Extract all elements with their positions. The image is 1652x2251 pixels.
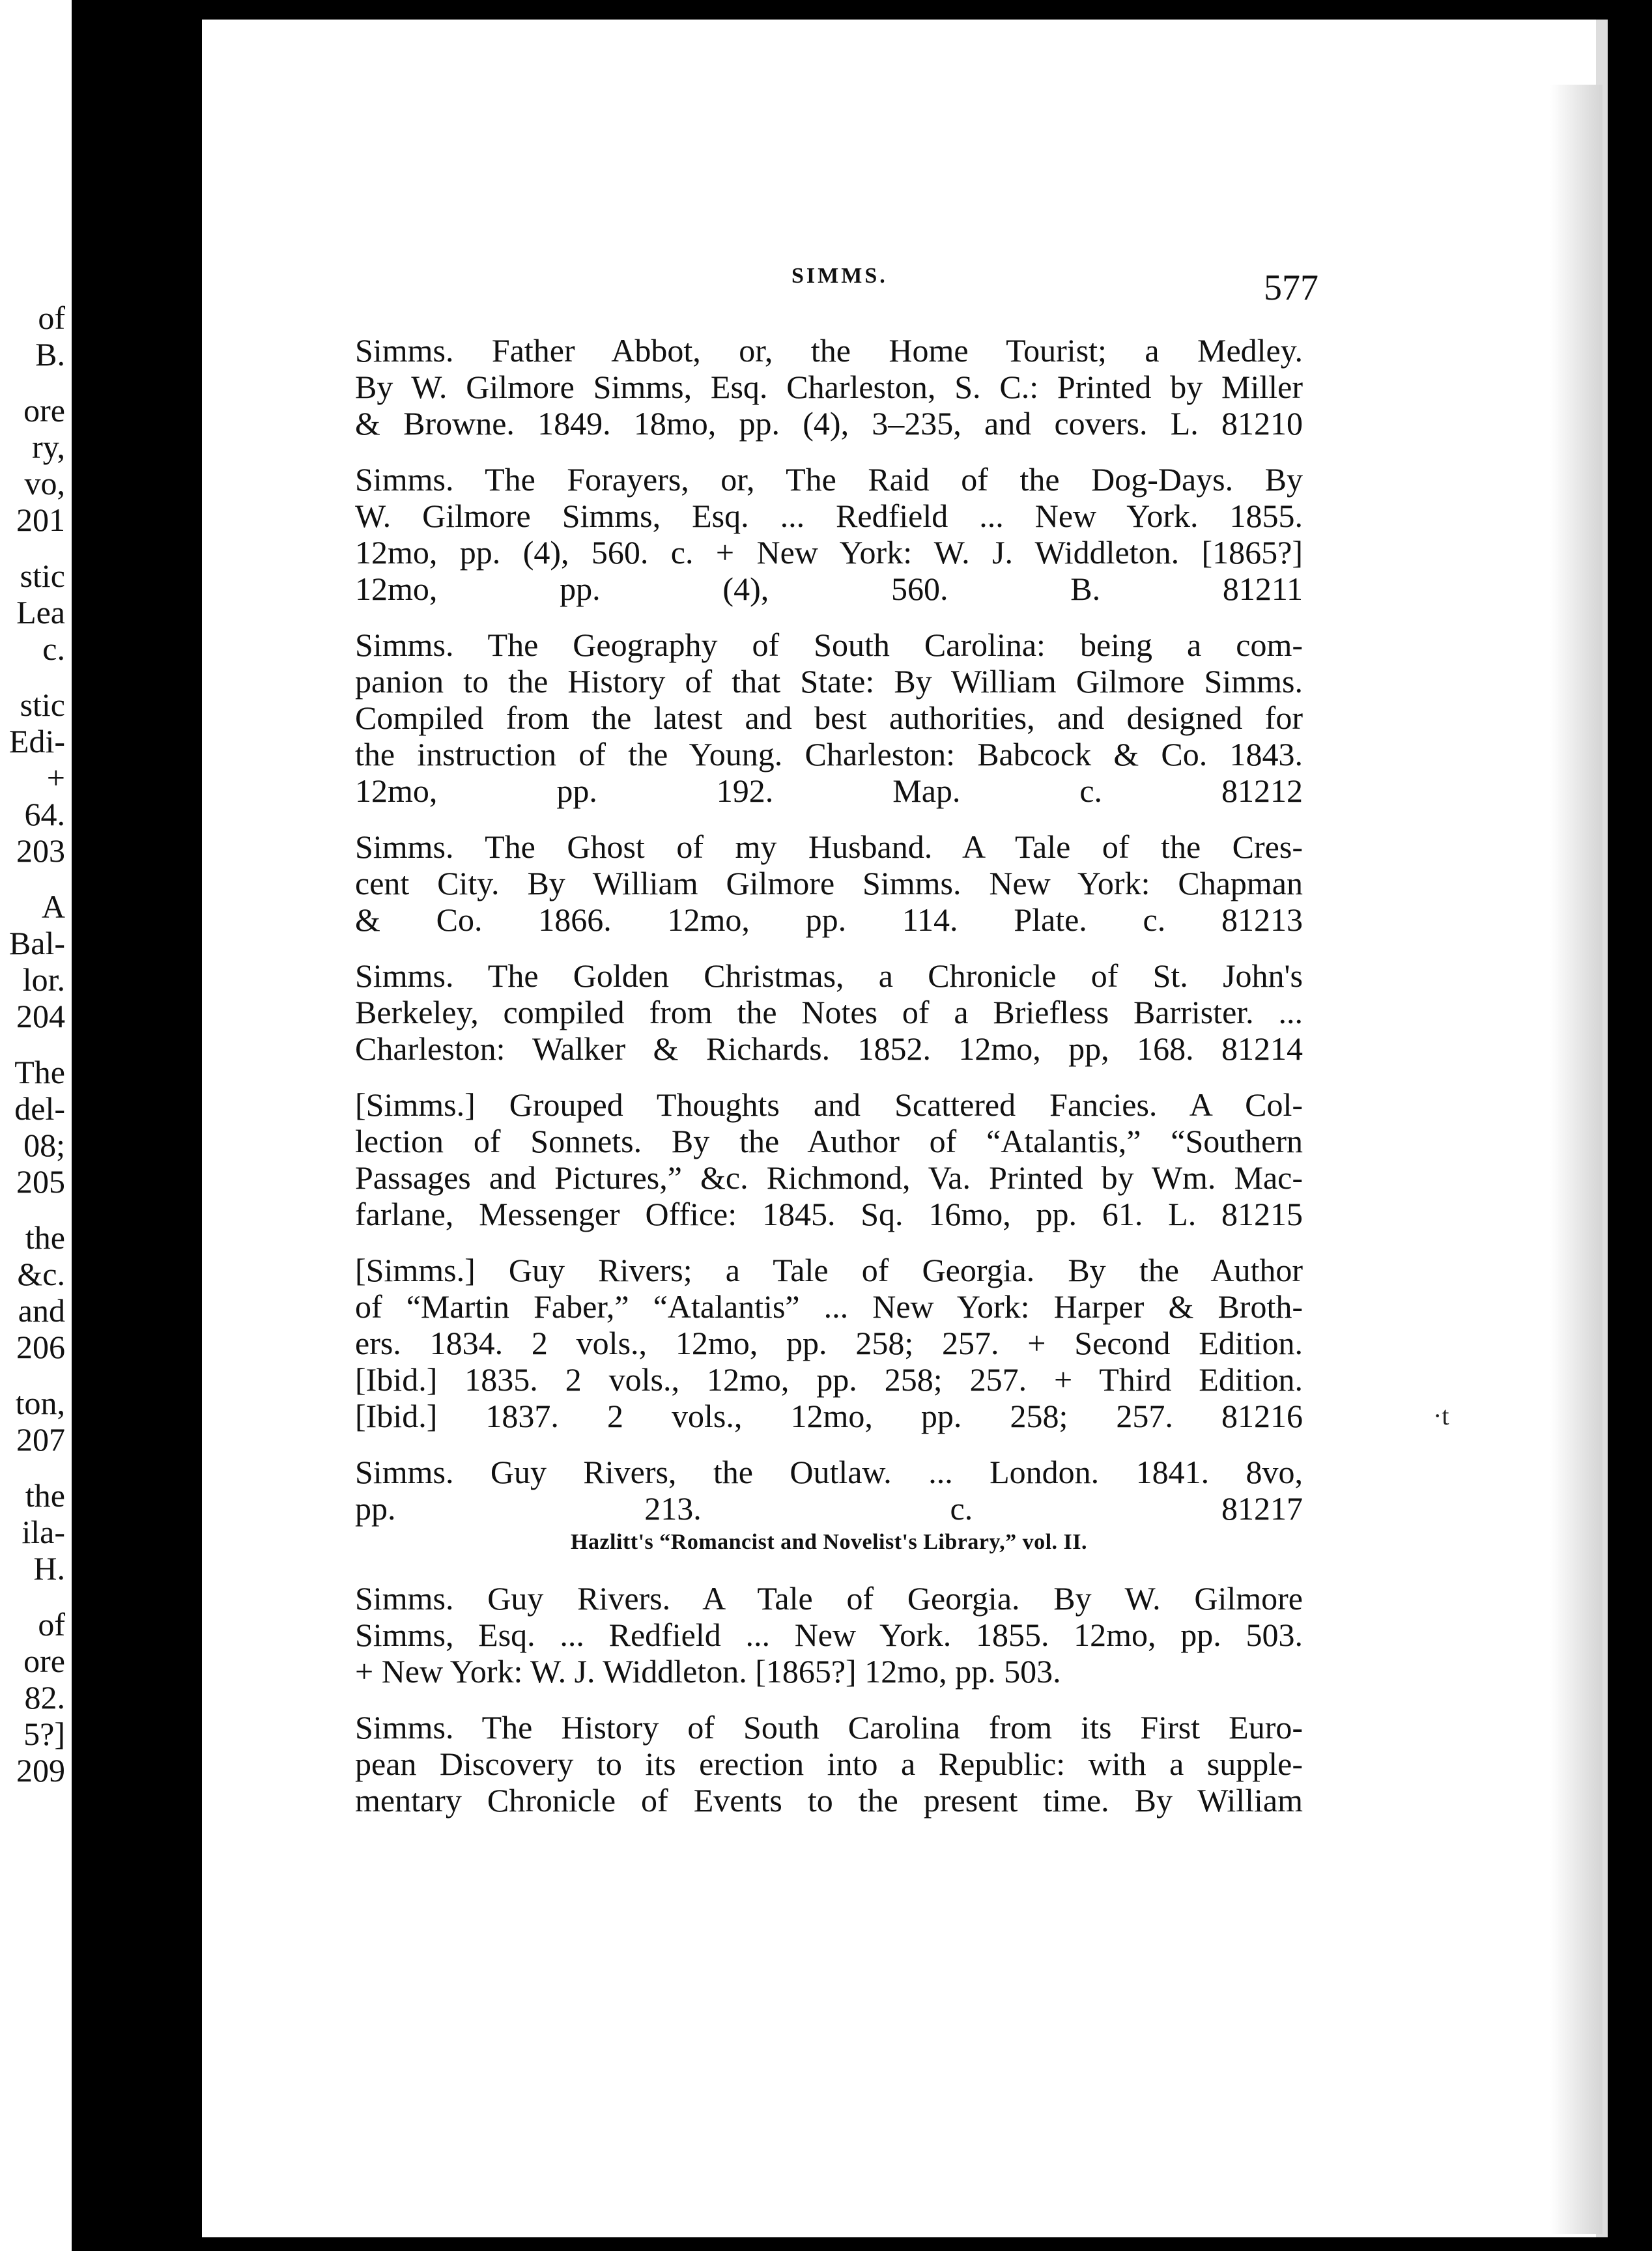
running-head: SIMMS. [791, 264, 888, 288]
entry-81210 [355, 332, 1303, 442]
left-edge-line: stic [20, 558, 65, 594]
entry-line: [Ibid.] 1837. 2 vols., 12mo, pp. 258; 257. 81216 [355, 1398, 1303, 1434]
entry-line: Simms. The Forayers, or, The Raid of the Dog-Days. By [355, 461, 1303, 498]
left-edge-line: del- [14, 1090, 65, 1127]
left-edge-line: Lea [16, 594, 65, 630]
entry-81211 [355, 461, 1303, 607]
entry-line: Passages and Pictures,” &c. Richmond, Va. Printed by Wm. Mac- [355, 1159, 1303, 1196]
entry-line: 12mo, pp. (4), 560. c. + New York: W. J. Widdleton. [1865?] [355, 534, 1303, 571]
left-edge-line [0, 667, 65, 687]
entry-81217 [355, 1454, 1303, 1561]
left-edge-line: H. [33, 1550, 65, 1587]
entry-line: W. Gilmore Simms, Esq. ... Redfield ... New York. 1855. [355, 498, 1303, 534]
left-edge-line [0, 1365, 65, 1385]
left-edge-line [0, 1200, 65, 1219]
entry-line: & Browne. 1849. 18mo, pp. (4), 3–235, and covers. L. 81210 [355, 405, 1303, 442]
left-edge-line: 203 [16, 832, 65, 869]
entry-line: Simms, Esq. ... Redfield ... New York. 1855. 12mo, pp. 503. [355, 1617, 1303, 1653]
entry-line: 12mo, pp. (4), 560. B. 81211 [355, 571, 1303, 607]
left-edge-line: of [38, 300, 65, 336]
left-edge-line: ore [23, 1643, 65, 1679]
entry-line: Simms. The History of South Carolina from its First Euro- [355, 1709, 1303, 1746]
entry-line: mentary Chronicle of Events to the present time. By William [355, 1782, 1303, 1819]
left-edge-line: B. [35, 336, 65, 373]
entry-line: Berkeley, compiled from the Notes of a Briefless Barrister. ... [355, 994, 1303, 1030]
left-edge-line: lor. [22, 961, 65, 998]
entry-81216 [355, 1252, 1303, 1434]
left-edge-line: 201 [16, 502, 65, 538]
entry-line: of “Martin Faber,” “Atalantis” ... New York: Harper & Broth- [355, 1288, 1303, 1325]
entry-81214 [355, 957, 1303, 1067]
left-edge-line: of [38, 1606, 65, 1643]
left-edge-line: ry, [32, 429, 65, 465]
entry-81213 [355, 828, 1303, 938]
left-edge-line [0, 1587, 65, 1606]
entry-line: farlane, Messenger Office: 1845. Sq. 16mo, pp. 61. L. 81215 [355, 1196, 1303, 1232]
left-edge-line: the [25, 1219, 65, 1256]
left-edge-line [0, 869, 65, 888]
entry-line: Simms. The Ghost of my Husband. A Tale of the Cres- [355, 828, 1303, 865]
left-edge-line: Edi- [8, 723, 65, 759]
left-edge-line [0, 373, 65, 392]
left-edge-line: 204 [16, 998, 65, 1034]
entry-note: Hazlitt's “Romancist and Novelist's Library,” vol. II. [571, 1530, 1087, 1554]
entry-line: cent City. By William Gilmore Simms. New York: Chapman [355, 865, 1303, 901]
left-edge-line: ore [23, 392, 65, 429]
left-edge-line [0, 538, 65, 558]
entry-line: panion to the History of that State: By William Gilmore Simms. [355, 663, 1303, 700]
left-edge-line: The [14, 1054, 65, 1090]
entry-line: [Simms.] Guy Rivers; a Tale of Georgia. By the Author [355, 1252, 1303, 1288]
entry-line: ers. 1834. 2 vols., 12mo, pp. 258; 257. + Second Edition. [355, 1325, 1303, 1361]
entry-line: 12mo, pp. 192. Map. c. 81212 [355, 772, 1303, 809]
entry-line: Simms. Guy Rivers, the Outlaw. ... London. 1841. 8vo, [355, 1454, 1303, 1490]
left-edge-line: + [46, 759, 65, 796]
entry-line: [Simms.] Grouped Thoughts and Scattered Fancies. A Col- [355, 1086, 1303, 1123]
left-edge-line: 5?] [23, 1716, 65, 1752]
left-edge-line: 64. [24, 796, 65, 832]
left-edge-line: ton, [15, 1385, 65, 1421]
left-edge-line: ila- [21, 1514, 65, 1550]
left-edge-line: 08; [23, 1127, 65, 1163]
entry-line: Simms. Guy Rivers. A Tale of Georgia. By W. Gilmore [355, 1580, 1303, 1617]
left-edge-line: Bal- [8, 925, 65, 961]
entry-line: Charleston: Walker & Richards. 1852. 12mo, pp, 168. 81214 [355, 1030, 1303, 1067]
left-edge-line [0, 1034, 65, 1054]
entry-line: By W. Gilmore Simms, Esq. Charleston, S. C.: Printed by Miller [355, 369, 1303, 405]
left-edge-line: 209 [16, 1752, 65, 1789]
left-edge-line: &c. [17, 1256, 65, 1292]
left-facing-page [0, 0, 72, 2251]
bibliography-entries [355, 332, 1303, 1838]
entry-history-south-carolina [355, 1709, 1303, 1819]
entry-line: Simms. The Geography of South Carolina: being a com- [355, 627, 1303, 663]
entry-line: the instruction of the Young. Charleston: Babcock & Co. 1843. [355, 736, 1303, 772]
entry-line: pean Discovery to its erection into a Republic: with a supple- [355, 1746, 1303, 1782]
page-number: 577 [1264, 268, 1318, 308]
left-page-edge-text [0, 300, 65, 1789]
left-edge-line: 205 [16, 1163, 65, 1200]
entry-81212 [355, 627, 1303, 809]
left-edge-line: stic [20, 687, 65, 723]
left-edge-line: A [41, 888, 65, 925]
entry-line: Simms. The Golden Christmas, a Chronicle of St. John's [355, 957, 1303, 994]
entry-line: + New York: W. J. Widdleton. [1865?] 12mo, pp. 503. [355, 1653, 1061, 1690]
entry-81215 [355, 1086, 1303, 1232]
left-edge-line: vo, [24, 465, 65, 502]
entry-line: Compiled from the latest and best authorities, and designed for [355, 700, 1303, 736]
left-edge-line: the [25, 1477, 65, 1514]
left-edge-line [0, 1458, 65, 1477]
left-edge-line: 207 [16, 1421, 65, 1458]
left-edge-line: and [18, 1292, 65, 1329]
left-edge-line: c. [42, 630, 65, 667]
entry-line: lection of Sonnets. By the Author of “Atalantis,” “Southern [355, 1123, 1303, 1159]
left-edge-line: 82. [24, 1679, 65, 1716]
entry-line: & Co. 1866. 12mo, pp. 114. Plate. c. 81213 [355, 901, 1303, 938]
entry-line: [Ibid.] 1835. 2 vols., 12mo, pp. 258; 257. + Third Edition. [355, 1361, 1303, 1398]
left-edge-line: 206 [16, 1329, 65, 1365]
margin-mark: ·t [1433, 1401, 1449, 1430]
entry-line: pp. 213. c. 81217 [355, 1490, 1303, 1527]
page-edge-shadow [1550, 85, 1602, 2234]
entry-guy-rivers-1855 [355, 1580, 1303, 1690]
entry-line: Simms. Father Abbot, or, the Home Tourist; a Medley. [355, 332, 1303, 369]
